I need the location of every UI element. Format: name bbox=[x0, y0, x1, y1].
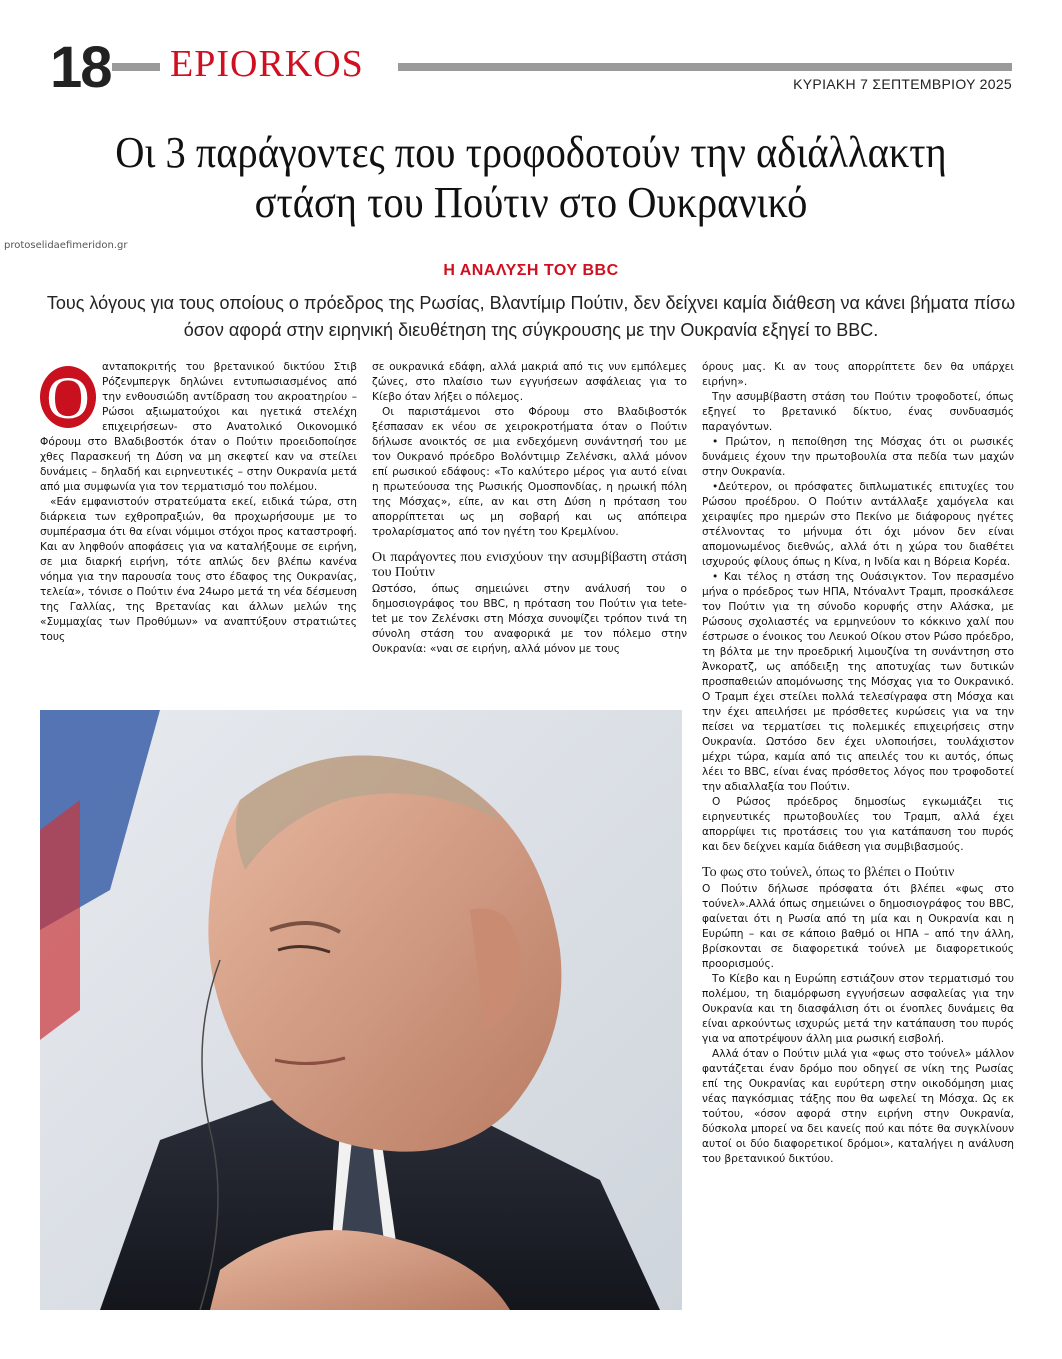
drop-cap: Ο bbox=[40, 366, 96, 428]
paragraph: Ωστόσο, όπως σημειώνει στην ανάλυσή του ο δημοσιογράφος του BBC, η πρόταση του Πούτιν για tete-tet με τον Ζελένσκι στη Μόσχα συνοψίζει τρόπον τινά τη σύνολη στάση του αναφορικά με τον πόλεμο στην Ουκρανία: «ναι σε ειρήνη, αλλά μόνον με τους bbox=[372, 583, 687, 655]
paragraph: Αλλά όταν ο Πούτιν μιλά για «φως στο τούνελ» μάλλον φαντάζεται έναν δρόμο που οδηγεί σε νίκη της Ρωσίας επί της Ουκρανίας και ευρύτερη στην οικοδόμηση μιας νέας παγκόσμιας τάξης που θα ωφελεί τη Μόσχα. Ως εκ τούτου, «όσον αφορά στην ειρήνη στην Ουκρανία, δύσκολα μπορεί να δει κανείς πού και πότε θα συγκλίνουν αυτοί οι δύο διαφορετικοί δρόμοι», καταλήγει η ανάλυση του βρετανικού δικτύου. bbox=[702, 1048, 1014, 1165]
paragraph: όρους μας. Κι αν τους απορρίπτετε δεν θα υπάρχει ειρήνη». bbox=[702, 361, 1014, 388]
headline-line-2: στάση του Πούτιν στο Ουκρανικό bbox=[254, 178, 808, 227]
paragraph: •Δεύτερον, οι πρόσφατες διπλωματικές επιτυχίες του Ρώσου προέδρου. Ο Πούτιν αντάλλαξε χαμόγελα και χειραψίες προ ημερών στο Πεκίνο με διάφορους ηγέτες στέλνοντας το μήνυμα ότι όχι μόνον δεν είναι απομονωμένος διεθνώς, αλλά ότι η χώρα του διαθέτει ισχυρούς φίλους όπως η Κίνα, η Ινδία και η Βόρεια Κορέα. bbox=[702, 481, 1014, 568]
article-lead: Τους λόγους για τους οποίους ο πρόεδρος της Ρωσίας, Βλαντίμιρ Πούτιν, δεν δείχνει καμία διάθεση να κάνει βήματα πίσω όσον αφορά στην ειρηνική διευθέτηση της σύγκρουσης με την Ουκρανία εξηγεί το BBC. bbox=[46, 293, 1016, 340]
paragraph: «Εάν εμφανιστούν στρατεύματα εκεί, ειδικά τώρα, στη διάρκεια των εχθροπραξιών, θα προχωρήσουμε με το συμπέρασμα ότι θα είναι νόμιμοι στόχοι προς καταστροφή. Και αν ληφθούν αποφάσεις για να καταλήξουμε σε ειρήνη, σε μια διαρκή ειρήνη, τότε απλώς δεν βλέπω κανένα νόημα για την παρουσία τους στο έδαφος της Ουκρανίας, τελεία», τόνισε ο Πούτιν ένα 24ωρο μετά τη νέα δέσμευση της Γαλλίας, της Βρετανίας και άλλων μελών της «Συμμαχίας των Προθύμων» να αναπτύξουν στρατιώτες τους bbox=[40, 496, 357, 643]
article-headline bbox=[79, 128, 982, 228]
paragraph: σε ουκρανικά εδάφη, αλλά μακριά από τις νυν εμπόλεμες ζώνες, στο πλαίσιο των εγγυήσεων ασφάλειας για το Κίεβο όταν λήξει ο πόλεμος. bbox=[372, 361, 687, 403]
article-kicker: Η ΑΝΑΛΥΣΗ ΤΟΥ BBC bbox=[443, 262, 619, 279]
section-subhead: Οι παράγοντες που ενισχύουν την ασυμβίβαστη στάση του Πούτιν bbox=[372, 550, 687, 580]
paragraph: • Πρώτον, η πεποίθηση της Μόσχας ότι οι ρωσικές δυνάμεις έχουν την πρωτοβουλία στα πεδία των μαχών στην Ουκρανία. bbox=[702, 436, 1014, 478]
article-column-2 bbox=[372, 360, 687, 657]
article-photo bbox=[40, 710, 682, 1310]
watermark: protoselidaefimeridon.gr bbox=[4, 240, 128, 251]
paragraph: Την ασυμβίβαστη στάση του Πούτιν τροφοδοτεί, όπως εξηγεί το βρετανικό δίκτυο, ένας συνδυασμός παραγόντων. bbox=[702, 391, 1014, 433]
paragraph: Ο Ρώσος πρόεδρος δημοσίως εγκωμιάζει τις ειρηνευτικές πρωτοβουλίες του Τραμπ, αλλά έχει απορρίψει τις προτάσεις του για κατάπαυση του πυρός και δεν δείχνει καμία διάθεση για συμβιβασμούς. bbox=[702, 796, 1014, 853]
header-rule-short bbox=[112, 63, 160, 71]
article-column-1 bbox=[40, 360, 357, 645]
paragraph: Ο Πούτιν δήλωσε πρόσφατα ότι βλέπει «φως στο τούνελ».Αλλά όπως σημειώνει ο δημοσιογράφος του BBC, φαίνεται ότι η Ρωσία από τη μία και η Ουκρανία και η Ευρώπη – και σε κάποιο βαθμό οι ΗΠΑ – από την άλλη, βρίσκονται σε διαφορετικά τούνελ με διαφορετικούς προορισμούς. bbox=[702, 883, 1014, 970]
headline-line-1: Οι 3 παράγοντες που τροφοδοτούν την αδιάλλακτη bbox=[115, 128, 947, 177]
portrait-illustration bbox=[40, 710, 682, 1310]
brand-logo: EPIORKOS bbox=[170, 43, 364, 85]
paragraph: ανταποκριτής του βρετανικού δικτύου Στιβ Ρόζενμπεργκ δηλώνει εντυπωσιασμένος από την ενθουσιώδη αντίδραση του ακροατηρίου –Ρώσοι αξιωματούχοι και ηγετικά στελέχη επιχειρήσεων- στο Ανατολικό Οικονομικό Φόρουμ στο Βλαδιβοστόκ όταν ο Πούτιν προειδοποίησε χθες Παρασκευή τη Δύση να μη σκεφτεί καν να στείλει δυνάμεις – δηλαδή και ειρηνευτικές – στην Ουκρανία μετά από μια συμφωνία για τον τερματισμό του πολέμου. bbox=[40, 361, 357, 493]
article-column-3 bbox=[702, 360, 1014, 1167]
page-number: 18 bbox=[50, 35, 111, 100]
paragraph: Το Κίεβο και η Ευρώπη εστιάζουν στον τερματισμό του πολέμου, τη διαμόρφωση εγγυήσεων ασφαλείας για την Ουκρανία και τη διασφάλιση ότι οι ένοπλες δυνάμεις θα είναι αρκούντως ισχυρώς μετά την κατάπαυση του πυρός για να αποτρέψουν άλλη μια ρωσική εισβολή. bbox=[702, 973, 1014, 1045]
paragraph: • Και τέλος η στάση της Ουάσιγκτον. Τον περασμένο μήνα ο πρόεδρος των ΗΠΑ, Ντόναλντ Τραμπ, προσκάλεσε τον Πούτιν για τη σύνοδο κορυφής στην Αλάσκα, με Ρώσους σχολιαστές να ερμηνεύουν το κόκκινο χαλί που έστρωσε ο ένοικος του Λευκού Οίκου στον Ρώσο πρόεδρο, τη βόλτα με την προεδρική λιμουζίνα τη συνάντηση στο Άνκορατζ, ως απόδειξη της αποτυχίας των δυτικών προσπαθειών απομόνωσης της Μόσχας για το Ουκρανικό. Ο Τραμπ έχει στείλει πολλά τελεσίγραφα στη Μόσχα και την έχει απειλήσει με πρόσθετες κυρώσεις για να την πείσει να τερματίσει τις πολεμικές επιχειρήσεις στην Ουκρανία. Ωστόσο δεν έχει υλοποιήσει, τουλάχιστον μέχρι τώρα, καμία από τις απειλές του κι αυτός, όπως λέει το BBC, είναι ένας πρόσθετος λόγος που τροφοδοτεί την αδιαλλαξία του Πούτιν. bbox=[702, 571, 1014, 793]
issue-date: ΚΥΡΙΑΚΗ 7 ΣΕΠΤΕΜΒΡΙΟΥ 2025 bbox=[793, 76, 1012, 92]
header-rule-long bbox=[398, 63, 1012, 71]
paragraph: Οι παριστάμενοι στο Φόρουμ στο Βλαδιβοστόκ ξέσπασαν εκ νέου σε χειροκροτήματα όταν ο Πούτιν δήλωσε ανοικτός σε μια ενδεχόμενη συνάντησή του με τον Ουκρανό πρόεδρο Βολόντιμιρ Ζελένσκι, αλλά μόνον επί ρωσικού εδάφους: «Το καλύτερο μέρος για αυτό είναι η πρωτεύουσα της Ρωσικής Ομοσπονδίας, η ηρωική πόλη της Μόσχας», είπε, αν και στη Δύση η πρόταση του απορρίπτεται ως μη σοβαρή και ως απόπειρα τρολαρίσματος από τον ηγέτη του Κρεμλίνου. bbox=[372, 406, 687, 538]
section-subhead: Το φως στο τούνελ, όπως το βλέπει ο Πούτιν bbox=[702, 865, 955, 880]
